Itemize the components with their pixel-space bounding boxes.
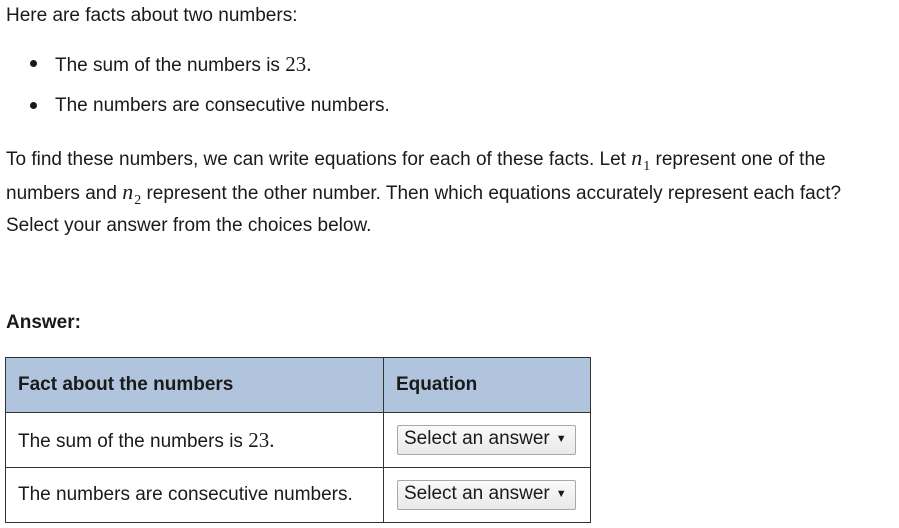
equation-cell — [384, 468, 591, 523]
fact-cell-math: 23 — [248, 427, 270, 452]
table-row — [6, 413, 591, 468]
fact-text: The sum of the numbers is — [55, 55, 286, 76]
table-row — [6, 468, 591, 523]
question-part1: To find these numbers, we can write equations for each of these facts. Let — [6, 149, 632, 170]
fact-cell-text: The sum of the numbers is — [18, 430, 249, 452]
fact-cell-text: The numbers are consecutive numbers. — [18, 484, 353, 505]
intro-text: Here are facts about two numbers: — [6, 5, 298, 26]
table-header-row — [6, 358, 591, 413]
list-item — [0, 92, 390, 134]
fact-cell — [6, 413, 384, 468]
fact-cell — [6, 468, 384, 523]
fact-cell-end: . — [269, 427, 275, 452]
answer-table — [5, 357, 591, 523]
variable-n1: n — [631, 145, 643, 170]
bullet-dot-icon — [30, 60, 37, 67]
answer-dropdown-sum[interactable] — [397, 425, 576, 455]
header-equation: Equation — [384, 358, 591, 413]
question-part3: represent the other number. Then which equations accurately represent each fact? Select your answer from the choices below. — [6, 183, 842, 236]
question-part2: represent one of the numbers and — [6, 149, 826, 204]
question-text — [6, 143, 894, 241]
list-item — [0, 50, 390, 92]
facts-list — [0, 50, 390, 134]
caret-down-icon: ▼ — [555, 433, 567, 445]
fact-end: . — [306, 52, 312, 76]
variable-n2: n — [122, 179, 134, 204]
equation-cell — [384, 413, 591, 468]
caret-down-icon: ▼ — [555, 488, 567, 500]
fact-text: The numbers are consecutive numbers. — [55, 95, 390, 116]
fact-math: 23 — [285, 52, 307, 76]
dropdown-label: Select an answer — [404, 428, 550, 449]
variable-n2-subscript: 2 — [134, 193, 142, 208]
variable-n1-subscript: 1 — [643, 159, 651, 174]
dropdown-label: Select an answer — [404, 483, 550, 504]
answer-dropdown-consecutive[interactable] — [397, 480, 576, 510]
answer-label: Answer: — [6, 312, 81, 333]
bullet-dot-icon — [30, 102, 37, 109]
header-fact: Fact about the numbers — [6, 358, 384, 413]
